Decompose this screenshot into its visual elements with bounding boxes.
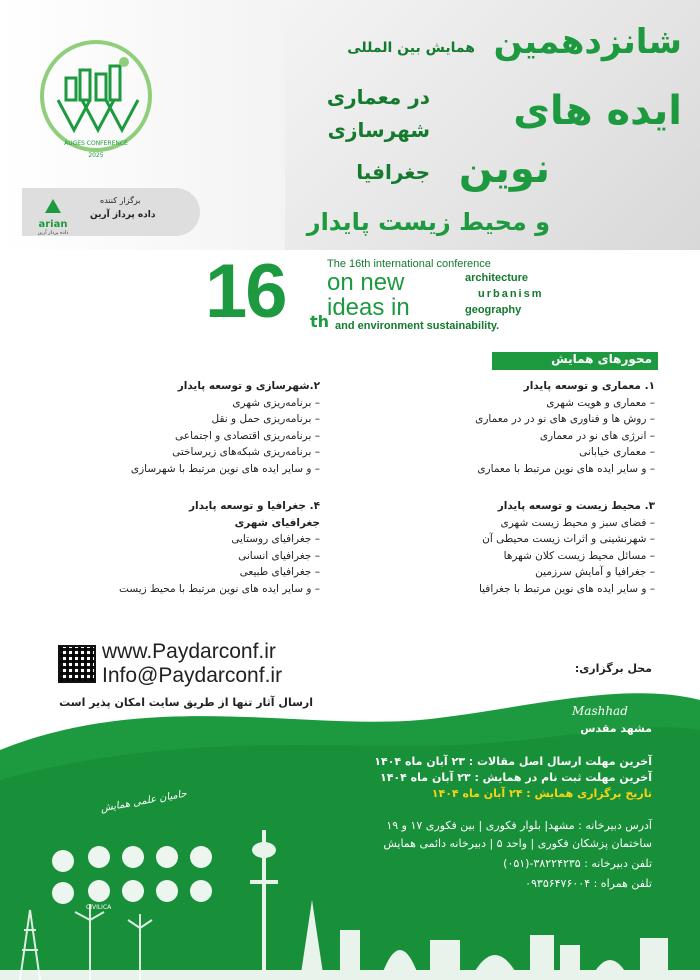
phone-office: تلفن دبیرخانه : ۳۸۲۲۴۲۳۵-(۰۵۱) [503,857,652,870]
topic-title: ۳. محیط زیست و توسعه پایدار [497,500,655,512]
topic-item: – برنامه‌ریزی شهری [232,396,320,409]
topic-title: ۴. جغرافیا و توسعه پایدار [189,500,320,512]
english-environment: and environment sustainability. [335,320,500,332]
deadline-registration: آخرین مهلت ثبت نام در همایش : ۲۳ آبان ماه ۱۴۰۴ [379,771,652,784]
topic-item: – و سایر ایده های نوین مرتبط با معماری [477,462,655,475]
english-on-new: on new [327,269,405,296]
building-icon [44,44,148,148]
topic-title: ۲.شهرسازی و توسعه پایدار [177,380,320,392]
organizer-logo [30,198,76,236]
topic-item: – معماری و هویت شهری [546,396,655,409]
organizer-label: برگزار کننده [100,196,141,205]
phone-mobile: تلفن همراه : ۰۹۳۵۶۴۷۶۰۰۴ [525,877,652,890]
civilica-label: CIVILICA [86,904,112,911]
deadline-papers: آخرین مهلت ارسال اصل مقالات : ۲۳ آبان ماه ۱۴۰۴ [374,755,652,768]
event-date: تاریخ برگزاری همایش : ۲۴ آبان ماه ۱۴۰۴ [431,787,652,800]
big-number: 16 [205,249,286,334]
submission-note: ارسال آثار تنها از طریق سایت امکان پذیر است [59,696,313,709]
topic-item: – برنامه‌ریزی شبکه‌های زیرساختی [172,446,320,458]
topic-item: – جغرافیای طبیعی [239,566,320,578]
email-link[interactable]: Info@Paydarconf.ir [102,664,283,687]
topic-subtitle: جغرافیای شهری [234,516,320,529]
topic-environment [385,498,655,597]
english-geography: geography [465,304,522,316]
city-skyline-illustration [0,820,700,980]
topic-item: – و سایر ایده های نوین مرتبط با محیط زیست [119,582,320,595]
english-ideas-in: ideas in [327,294,410,321]
title-environment: و محیط زیست پایدار [306,208,550,236]
logo-year: 2025 [88,152,104,159]
number-suffix: th [310,312,330,331]
title-ordinal: شانزدهمین [493,22,682,62]
topic-item: – و سایر ایده های نوین مرتبط با جغرافیا [478,582,655,595]
topic-architecture [385,378,655,477]
logo-caption: AUGES CONFERENCE [64,140,128,147]
topic-item: – مسائل محیط زیست کلان شهرها [503,549,655,562]
title-ideas: ایده های [513,88,682,134]
topic-item: – جغرافیا و آمایش سرزمین [535,566,655,578]
topic-item: – شهرنشینی و اثرات زیست محیطی آن [482,533,655,545]
topic-geography [50,498,320,597]
conference-logo [40,40,152,152]
topic-title: ۱. معماری و توسعه پایدار [523,380,655,392]
topic-item: – برنامه‌ریزی حمل و نقل [211,413,320,425]
topic-urbanism [50,378,320,477]
organizer-name: داده پرداز آرین [90,210,156,220]
website-link[interactable]: www.Paydarconf.ir [102,640,276,663]
organizer-logo-subtext: داده پرداز آرین [37,230,69,236]
venue-name: مشهد مقدس [580,722,652,735]
title-geography: جغرافیا [356,160,430,184]
topics-header: محورهای همایش [492,352,658,370]
title-international: همایش بین المللی [347,40,475,56]
topic-item: – و سایر ایده های نوین مرتبط با شهرسازی [130,462,320,475]
address-line2: ساختمان پزشکان فکوری | واحد ۵ | دبیرخانه دائمی همایش [383,837,652,850]
topic-item: – برنامه‌ریزی اقتصادی و اجتماعی [175,429,320,442]
english-urbanism: urbanism [478,288,544,300]
topic-item: – جغرافیای روستایی [231,533,320,545]
qr-code[interactable] [58,645,96,683]
topic-item: – جغرافیای انسانی [238,549,320,562]
english-architecture: architecture [465,272,528,284]
arian-triangle-icon [30,198,76,216]
title-novin: نوین [458,146,550,192]
topic-item: – فضای سبز و محیط زیست شهری [500,516,655,529]
topic-item: – معماری خیابانی [579,446,655,458]
english-title-line1: The 16th international conference [327,258,491,270]
organizer-logo-text: arian [38,219,68,230]
title-urbanism: شهرسازی [327,118,430,142]
sponsors-label: حامیان علمی همایش [99,788,188,815]
mashhad-logo: Mashhad [572,704,628,718]
topic-item: – روش ها و فناوری های نو در در معماری [475,413,655,425]
topic-item: – انرژی های نو در معماری [539,429,655,442]
address-line1: آدرس دبیرخانه : مشهد| بلوار فکوری | بین فکوری ۱۷ و ۱۹ [386,819,652,832]
title-architecture: در معماری [326,85,430,109]
venue-label: محل برگزاری: [574,662,652,675]
